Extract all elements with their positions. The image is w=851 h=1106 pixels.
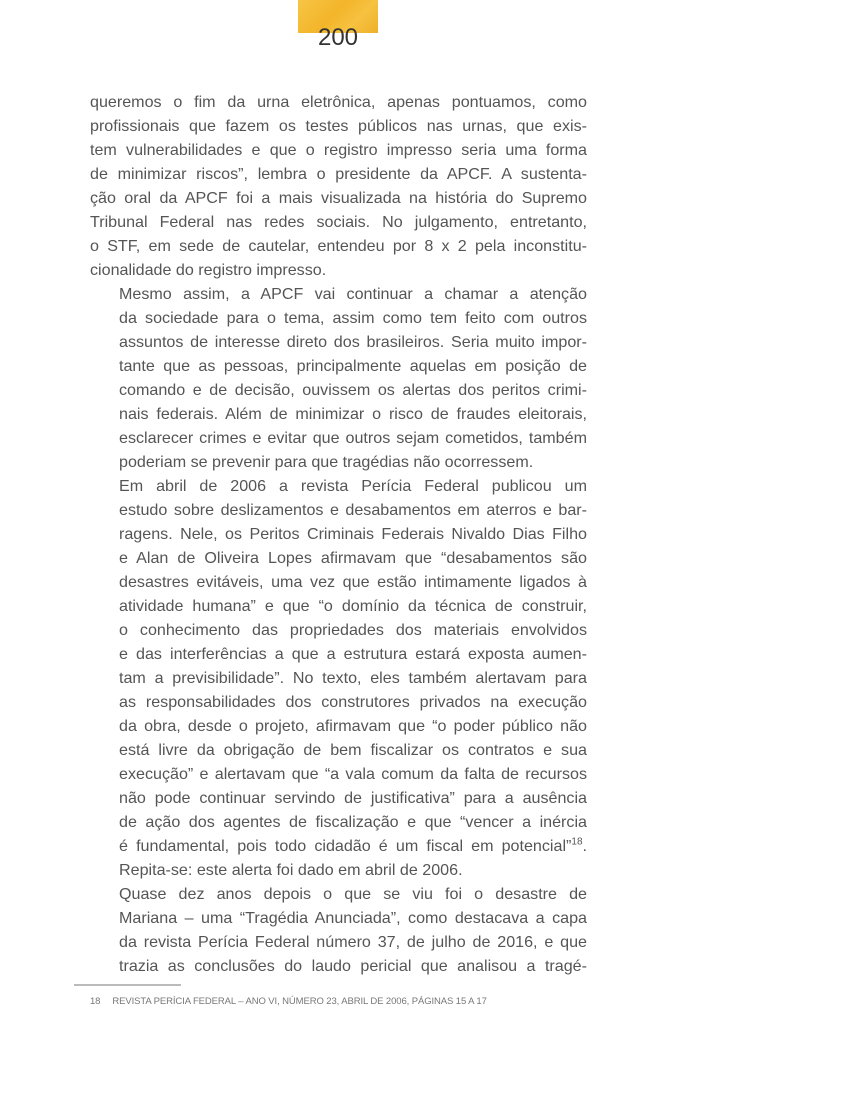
text-line: execução” e alertavam que “a vala comum da falta de recursos bbox=[119, 765, 587, 783]
text-line: Em abril de 2006 a revista Perícia Federal publicou um bbox=[119, 477, 587, 495]
text-line: desastres evitáveis, uma vez que estão intimamente ligados à bbox=[119, 573, 587, 591]
text-line: Tribunal Federal nas redes sociais. No julgamento, entretanto, bbox=[90, 213, 587, 231]
text-line: profissionais que fazem os testes públicos nas urnas, que exis- bbox=[90, 117, 587, 135]
text-line: queremos o fim da urna eletrônica, apenas pontuamos, como bbox=[90, 93, 587, 111]
text-line: e das interferências a que a estrutura estará exposta aumen- bbox=[119, 645, 587, 663]
text-line: esclarecer crimes e evitar que outros sejam cometidos, também bbox=[119, 429, 587, 447]
paragraph bbox=[90, 882, 587, 978]
footnote-reference-punctuation: . bbox=[582, 837, 587, 855]
paragraph bbox=[90, 282, 587, 474]
text-line: atividade humana” e que “o domínio da técnica de construir, bbox=[119, 597, 587, 615]
text-line: Repita-se: este alerta foi dado em abril de 2006. bbox=[119, 861, 463, 879]
footnote bbox=[90, 995, 487, 1009]
text-line: da sociedade para o tema, assim como tem feito com outros bbox=[119, 309, 587, 327]
text-line: poderiam se prevenir para que tragédias não ocorressem. bbox=[119, 453, 534, 471]
footnote-divider bbox=[74, 984, 181, 986]
text-line: da revista Perícia Federal número 37, de julho de 2016, e que bbox=[119, 933, 587, 951]
text-line: tam a previsibilidade”. No texto, eles também alertavam para bbox=[119, 669, 587, 687]
text-line bbox=[90, 834, 587, 858]
text-line: Mesmo assim, a APCF vai continuar a chamar a atenção bbox=[119, 285, 587, 303]
text-line: ção oral da APCF foi a mais visualizada na história do Supremo bbox=[90, 189, 587, 207]
text-line: nais federais. Além de minimizar o risco de fraudes eleitorais, bbox=[119, 405, 587, 423]
article-body bbox=[90, 90, 587, 978]
text-line: ragens. Nele, os Peritos Criminais Federais Nivaldo Dias Filho bbox=[119, 525, 587, 543]
text-line: as responsabilidades dos construtores privados na execução bbox=[119, 693, 587, 711]
text-line: está livre da obrigação de bem fiscalizar os contratos e sua bbox=[119, 741, 587, 759]
text-line: estudo sobre deslizamentos e desabamentos em aterros e bar- bbox=[119, 501, 587, 519]
text-line: não pode continuar servindo de justificativa” para a ausência bbox=[119, 789, 587, 807]
text-line: de minimizar riscos”, lembra o presidente da APCF. A sustenta- bbox=[90, 165, 587, 183]
page-number: 200 bbox=[317, 24, 359, 51]
text-line: cionalidade do registro impresso. bbox=[90, 261, 327, 279]
footnote-text: REVISTA PERÍCIA FEDERAL – ANO VI, NÚMERO 23, ABRIL DE 2006, PÁGINAS 15 A 17 bbox=[112, 996, 487, 1007]
text-line: tem vulnerabilidades e que o registro impresso seria uma forma bbox=[90, 141, 587, 159]
text-line: trazia as conclusões do laudo pericial que analisou a tragé- bbox=[119, 957, 587, 975]
text-line: e Alan de Oliveira Lopes afirmavam que “desabamentos são bbox=[119, 549, 587, 567]
text-line-content: é fundamental, pois todo cidadão é um fiscal em potencial” bbox=[119, 837, 572, 855]
text-line: comando e de decisão, ouvissem os alertas dos peritos crimi- bbox=[119, 381, 587, 399]
text-line: de ação dos agentes de fiscalização e que “vencer a inércia bbox=[119, 813, 587, 831]
text-line: da obra, desde o projeto, afirmavam que “o poder público não bbox=[119, 717, 587, 735]
text-line: assuntos de interesse direto dos brasileiros. Seria muito impor- bbox=[119, 333, 587, 351]
text-line: Quase dez anos depois o que se viu foi o desastre de bbox=[119, 885, 587, 903]
footnote-number: 18 bbox=[90, 996, 101, 1007]
paragraph bbox=[90, 474, 587, 882]
paragraph bbox=[90, 90, 587, 282]
text-line: o STF, em sede de cautelar, entendeu por 8 x 2 pela inconstitu- bbox=[90, 237, 587, 255]
text-line: tante que as pessoas, principalmente aquelas em posição de bbox=[119, 357, 587, 375]
footnote-reference: 18 bbox=[571, 836, 583, 848]
text-line: o conhecimento das propriedades dos materiais envolvidos bbox=[119, 621, 587, 639]
text-line: Mariana – uma “Tragédia Anunciada”, como destacava a capa bbox=[119, 909, 587, 927]
